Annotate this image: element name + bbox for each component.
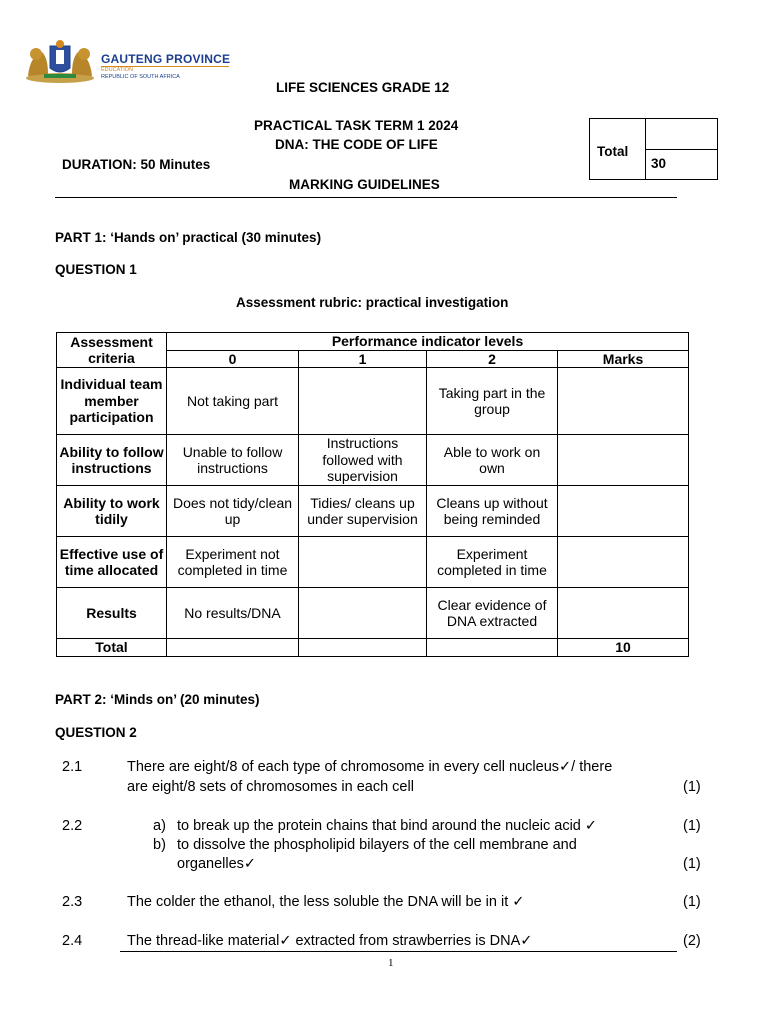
table-row <box>57 486 689 537</box>
q2-1-line1: There are eight/8 of each type of chromosome in every cell nucleus✓/ there <box>127 759 613 775</box>
q2-1-number: 2.1 <box>62 759 83 775</box>
assessment-rubric-table <box>56 332 689 657</box>
page-number: 1 <box>388 957 394 969</box>
table-row <box>57 368 689 435</box>
q2-2-b-mark: (1) <box>683 856 701 872</box>
q2-2-b-line2: organelles✓ <box>177 856 257 872</box>
marks-cell <box>558 435 689 486</box>
level-0-cell: Not taking part <box>167 368 299 435</box>
q2-2-a-mark: (1) <box>683 818 701 834</box>
header-marks: Marks <box>558 350 689 368</box>
header-level-2: 2 <box>427 350 558 368</box>
q2-1-mark: (1) <box>683 779 701 795</box>
marks-cell <box>558 368 689 435</box>
q2-2-a-label: a) <box>153 818 166 834</box>
topic-title: DNA: THE CODE OF LIFE <box>275 137 438 152</box>
q2-4-text: The thread-like material✓ extracted from strawberries is DNA✓ <box>127 933 533 949</box>
header-level-1: 1 <box>299 350 427 368</box>
level-2-cell: Taking part in the group <box>427 368 558 435</box>
total-value: 30 <box>651 156 667 171</box>
table-row <box>57 435 689 486</box>
level-0-cell: Experiment not completed in time <box>167 537 299 588</box>
level-1-cell <box>299 588 427 639</box>
total-row-label: Total <box>57 639 167 657</box>
q2-2-b-label: b) <box>153 837 166 853</box>
criteria-cell: Effective use of time allocated <box>57 537 167 588</box>
question1-heading: QUESTION 1 <box>55 262 137 277</box>
part2-title: PART 2: ‘Minds on’ (20 minutes) <box>55 692 260 707</box>
q2-3-mark: (1) <box>683 894 701 910</box>
question2-heading: QUESTION 2 <box>55 725 137 740</box>
header-level-0: 0 <box>167 350 299 368</box>
q2-2-number: 2.2 <box>62 818 83 834</box>
doc-type: MARKING GUIDELINES <box>289 177 440 192</box>
duration: DURATION: 50 Minutes <box>62 157 211 172</box>
q2-2-b-line1: to dissolve the phospholipid bilayers of the cell membrane and <box>177 837 577 853</box>
level-1-cell <box>299 537 427 588</box>
rubric-title: Assessment rubric: practical investigation <box>236 295 509 310</box>
level-1-cell: Tidies/ cleans up under supervision <box>299 486 427 537</box>
marks-cell <box>558 537 689 588</box>
header-assessment-criteria: Assessment criteria <box>57 333 167 368</box>
logo-department: EDUCATION <box>101 67 133 73</box>
logo-country: REPUBLIC OF SOUTH AFRICA <box>101 74 180 80</box>
total-row-marks: 10 <box>558 639 689 657</box>
q2-2-a-text: to break up the protein chains that bind around the nucleic acid ✓ <box>177 818 598 834</box>
task-title: PRACTICAL TASK TERM 1 2024 <box>254 118 459 133</box>
marks-cell <box>558 588 689 639</box>
level-2-cell: Able to work on own <box>427 435 558 486</box>
table-row <box>57 588 689 639</box>
table-total-row <box>57 639 689 657</box>
part1-title: PART 1: ‘Hands on’ practical (30 minutes) <box>55 230 322 245</box>
level-0-cell: No results/DNA <box>167 588 299 639</box>
footer-divider <box>120 951 677 952</box>
level-0-cell: Unable to follow instructions <box>167 435 299 486</box>
criteria-cell: Individual team member participation <box>57 368 167 435</box>
gauteng-coat-of-arms-logo <box>20 38 100 84</box>
level-1-cell: Instructions followed with supervision <box>299 435 427 486</box>
table-row <box>57 537 689 588</box>
level-0-cell: Does not tidy/clean up <box>167 486 299 537</box>
header-divider <box>55 197 677 198</box>
level-2-cell: Cleans up without being reminded <box>427 486 558 537</box>
logo-province-name: GAUTENG PROVINCE <box>101 52 231 66</box>
q2-4-mark: (2) <box>683 933 701 949</box>
header-performance-levels: Performance indicator levels <box>167 333 689 351</box>
criteria-cell: Results <box>57 588 167 639</box>
level-2-cell: Clear evidence of DNA extracted <box>427 588 558 639</box>
total-label: Total <box>597 144 629 159</box>
level-2-cell: Experiment completed in time <box>427 537 558 588</box>
q2-3-text: The colder the ethanol, the less soluble the DNA will be in it ✓ <box>127 894 525 910</box>
q2-3-number: 2.3 <box>62 894 83 910</box>
marks-cell <box>558 486 689 537</box>
level-1-cell <box>299 368 427 435</box>
criteria-cell: Ability to work tidily <box>57 486 167 537</box>
q2-1-line2: are eight/8 sets of chromosomes in each cell <box>127 779 414 795</box>
q2-4-number: 2.4 <box>62 933 83 949</box>
criteria-cell: Ability to follow instructions <box>57 435 167 486</box>
subject-title: LIFE SCIENCES GRADE 12 <box>276 80 450 95</box>
